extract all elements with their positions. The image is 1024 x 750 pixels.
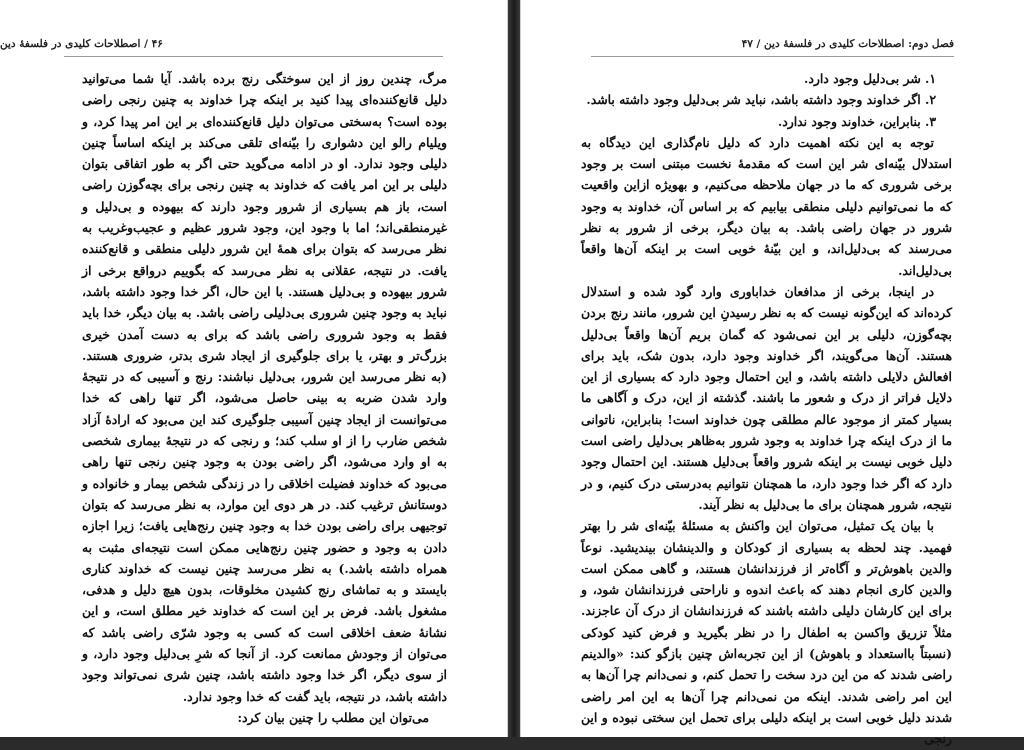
left-running-head: ۴۶ / اصطلاحات کلیدی در فلسفهٔ دین bbox=[0, 38, 163, 50]
left-header-rule bbox=[64, 56, 443, 57]
right-paragraph-2: در اینجا، برخی از مدافعان خداباوری وارد گود شده و استدلال کرده‌اند که این‌گونه نیست که به نظر رسیدنِ این شرور، مانند رنج بردن بچه‌گوزن، دلیلی بر این نمی‌شود که گمان بریم آن‌ها واقعاً بی‌دلیل هستند. آن‌ها می‌گویند، اگر خداوند وجود دارد، بدون شک، باید برای افعالش دلایلی داشته باشد، و این احتمال وجود دارد که بسیاری از این دلایل فراتر از درک و شعور ما باشند. گذشته از این، درک و آگاهی ما بسیار کمتر از موجود عالم مطلقی چون خداوند است! بنابراین، ناتوانی ما از درک اینکه چرا خداوند به وجود شرور به‌ظاهر بی‌دلیل راضی است دلیل خوبی نیست بر اینکه شرور واقعاً بی‌دلیل هستند. این احتمال وجود دارد که اگر خدا وجود دارد، ما همچنان نتوانیم به‌درستی درک کنیم، و در نتیجه، شرور همچنان برای ما بی‌دلیل به نظر آیند. bbox=[581, 283, 952, 512]
left-page bbox=[0, 0, 508, 737]
right-paragraph-1: توجه به این نکته اهمیت دارد که دلیل نام‌گذاری این دیدگاه به استدلال بیّنه‌ای شر این است که مقدمهٔ نخست مبتنی است بر وجود برخی شروری که ما در جهان ملاحظه می‌کنیم، و بهویژه ازاین واقعیت که ما نمی‌توانیم دلیلی منطقی بیابیم که بر اساس آن، خداوند به وجود شرور در جهان راضی باشد. به بیان دیگر، برخی از شرور به نظر می‌رسند که بی‌دلیل‌اند، و این بیّنهٔ خوبی است بر اینکه آن‌ها واقعاً بی‌دلیل‌اند. bbox=[581, 134, 952, 278]
right-paragraph-3: با بیان یک تمثیل، می‌توان این واکنش به مسئلهٔ بیّنه‌ای شر را بهتر فهمید. چند لحظه به بسیاری از کودکان و والدینشان بیندیشید. نوعاً والدین باهوش‌تر و آگاه‌تر از فرزندانشان هستند، و گاهی ممکن است والدین کاری انجام دهند که باعث اندوه و ناراحتی فرزندانشان شود، و برای این کارشان دلیلی داشته باشند که فرزندانشان از درک آن عاجزند. مثلاً تزریق واکسن به اطفال را در نظر بگیرید و فرض کنید کودکی (نسبتاً بااستعداد و باهوش) از این تجربه‌اش چنین بازگو کند: «والدینم راضی شدند که من این درد سخت را تحمل کنم، و نمی‌دانم چرا آن‌ها به این امر راضی شدند. اینکه من نمی‌دانم چرا آن‌ها به این امر راضی شدند دلیل خوبی است بر اینکه دلیلی برای تحمل این سختی نبوده و این رنجی bbox=[581, 518, 952, 747]
left-text-block bbox=[82, 68, 447, 728]
right-text-block bbox=[581, 68, 952, 750]
conclusion-3: ۳. بنابراین، خداوند وجود ندارد. bbox=[777, 113, 936, 129]
premise-1: ۱. شر بی‌دلیل وجود دارد. bbox=[804, 71, 936, 86]
book-gutter bbox=[508, 0, 520, 737]
right-header-rule bbox=[591, 56, 954, 57]
right-page bbox=[520, 0, 1024, 747]
left-paragraph-1: مرگ، چندین روز از این سوختگی رنج برده باشد. آیا شما می‌توانید دلیل قانع‌کننده‌ای پیدا کنید بر اینکه چرا خداوند به چنین رنجی راضی بوده است؟ به‌سختی می‌توان دلیل قانع‌کننده‌ای بر این امر پیدا کرد، و ویلیام رالو این دشواری را بیّنه‌ای تلقی می‌کند بر اینکه اساساً چنین دلیلی وجود ندارد. او در ادامه می‌گوید حتی اگر به طور اتفاقی بتوان دلیلی بر این امر یافت که خداوند به چنین رنجی برای بچه‌گوزن راضی است، باز هم بسیاری از شرور وجود دارند که بیهوده و بی‌دلیل و غیرمنطقی‌اند؛ اما با وجود این، وجود شرور عظیم و عجیب‌وغریب به نظر می‌رسد که بتوان برای همهٔ این شرور دلیلی منطقی و قانع‌کننده یافت. در نتیجه، عقلانی به نظر می‌رسد که بگوییم درواقع برخی از شرور بیهوده و بی‌دلیل هستند. با این حال، اگر خدا وجود داشته باشد، نباید به وجود چنین شروری بی‌دلیلی راضی باشد. به بیان دیگر، خدا باید فقط به وجود شروری راضی باشد که برای به دست آمدن خیری بزرگ‌تر و بهتر، یا برای جلوگیری از ایجاد شری بدتر، ضروری هستند. (به نظر می‌رسد این شرور، بی‌دلیل نباشند: رنج و آسیبی که در نتیجهٔ وارد شدن ضربه به بینی حاصل می‌شود، اگر تنها راهی که خدا می‌توانست از ایجاد چنین آسیبی جلوگیری کند این می‌بود که ارادهٔ آزاد شخص ضارب را از او سلب کند؛ و رنجی که در نتیجهٔ بیماری شخصی به او وارد می‌شود، اگر راضی بودن به وجود چنین رنجی تنها راهی می‌بود که خداوند فضیلت اخلاقی را در زندگی شخص بیمار و خانواده و دوستانش ترغیب کند. در هر دوی این موارد، به نظر می‌رسد که بتوان توجیهی برای راضی بودن خدا به وجود چنین رنج‌هایی یافت؛ زیرا اجازه دادن به وجود و حضور چنین رنج‌هایی ممکن است نتیجه‌ای مثبت به همراه داشته باشد.) به نظر می‌رسد چنین نیست که خداوند کناری بایستد و به تماشای رنج کشیدن مخلوقات، بدون هیچ دلیل و هدفی، مشغول باشد. فرض بر این است که خداوند خیر مطلق است، و این نشانهٔ ضعف اخلاقی است که کسی به وجود شرّی راضی باشد که می‌توان از وجودش ممانعت کرد. از آنجا که شرِ بی‌دلیل وجود دارد، و از سوی دیگر، اگر خدا وجود داشته باشد، چنین شری نمی‌تواند وجود داشته باشد، در نتیجه، باید گفت که خدا وجود ندارد. bbox=[82, 71, 447, 704]
right-running-head: فصل دوم: اصطلاحات کلیدی در فلسفهٔ دین / ۴۷ bbox=[741, 38, 954, 50]
premise-2: ۲. اگر خداوند وجود داشته باشد، نباید شر بی‌دلیل وجود داشته باشد. bbox=[586, 92, 936, 108]
left-closing-line: می‌توان این مطلب را چنین بیان کرد: bbox=[237, 709, 429, 725]
